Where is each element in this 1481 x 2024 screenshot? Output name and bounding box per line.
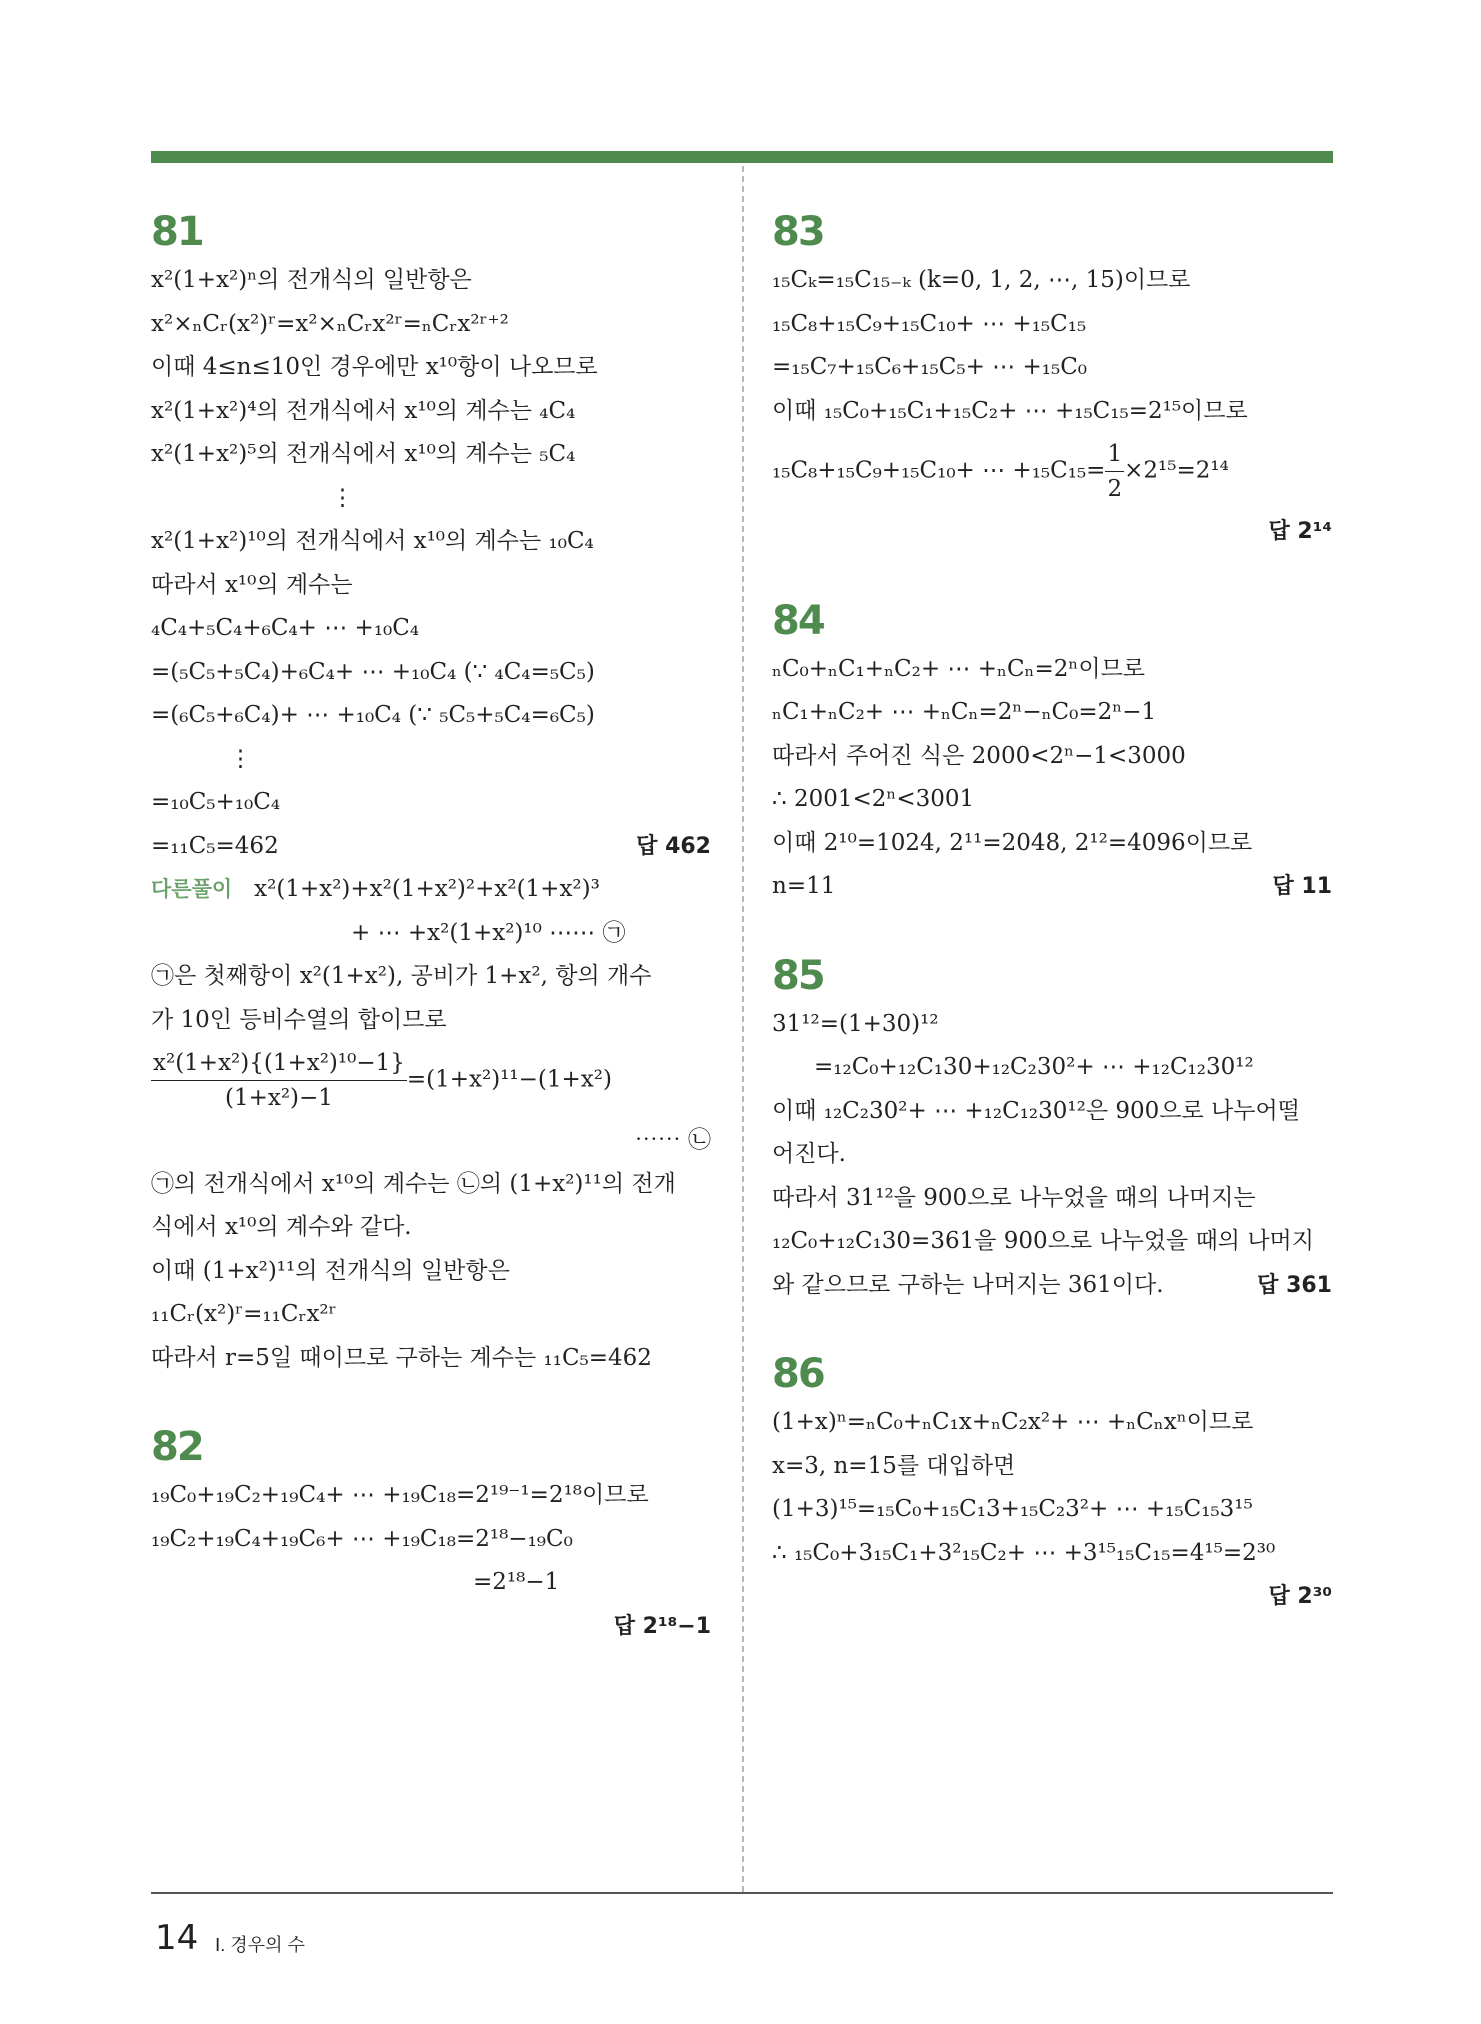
vertical-ellipsis: ⋮ bbox=[331, 484, 354, 511]
solution-line: ₁₅Cₖ=₁₅C₁₅₋ₖ (k=0, 1, 2, ⋯, 15)이므로 bbox=[772, 267, 1191, 293]
answer-label: 답 361 bbox=[1257, 1272, 1332, 1298]
solution-line: ₁₅C₈+₁₅C₉+₁₅C₁₀+ ⋯ +₁₅C₁₅ bbox=[772, 310, 1087, 337]
alt-solution-label: 다른풀이 bbox=[151, 877, 233, 901]
solution-line: x²(1+x²)ⁿ의 전개식의 일반항은 bbox=[151, 267, 472, 293]
problem-number: 83 bbox=[772, 209, 824, 255]
problem-81 bbox=[151, 205, 711, 1380]
header-bar bbox=[151, 151, 1333, 163]
solution-line: x=3, n=15를 대입하면 bbox=[772, 1452, 1016, 1479]
alt-solution-line: 가 10인 등비수열의 합이므로 bbox=[151, 1006, 447, 1033]
solution-line: x²×ₙCᵣ(x²)ʳ=x²×ₙCᵣx²ʳ=ₙCᵣx²ʳ⁺² bbox=[151, 310, 509, 337]
solution-line: x²(1+x²)¹⁰의 전개식에서 x¹⁰의 계수는 ₁₀C₄ bbox=[151, 528, 594, 554]
solution-line: (1+3)¹⁵=₁₅C₀+₁₅C₁3+₁₅C₂3²+ ⋯ +₁₅C₁₅3¹⁵ bbox=[772, 1496, 1253, 1522]
fraction-numerator: 1 bbox=[1105, 437, 1124, 472]
solution-line: ₙC₁+ₙC₂+ ⋯ +ₙCₙ=2ⁿ−ₙC₀=2ⁿ−1 bbox=[772, 699, 1157, 725]
fraction-denominator: (1+x²)−1 bbox=[224, 1085, 333, 1111]
solution-line: (1+x)ⁿ=ₙC₀+ₙC₁x+ₙC₂x²+ ⋯ +ₙCₙxⁿ이므로 bbox=[772, 1409, 1254, 1435]
solution-line: 이때 ₁₂C₂30²+ ⋯ +₁₂C₁₂30¹²은 900으로 나누어떨 bbox=[772, 1097, 1300, 1124]
fraction bbox=[151, 1046, 407, 1115]
column-divider bbox=[742, 166, 744, 1892]
solution-line: 이때 2¹⁰=1024, 2¹¹=2048, 2¹²=4096이므로 bbox=[772, 829, 1253, 856]
solution-line: ₁₂C₀+₁₂C₁30=361을 900으로 나누었을 때의 나머지 bbox=[772, 1228, 1314, 1254]
alt-solution-line: 따라서 r=5일 때이므로 구하는 계수는 ₁₁C₅=462 bbox=[151, 1344, 652, 1371]
solution-line: =₁₁C₅=462 bbox=[151, 832, 279, 859]
solution-line: ₁₉C₂+₁₉C₄+₁₉C₆+ ⋯ +₁₉C₁₈=2¹⁸−₁₉C₀ bbox=[151, 1525, 573, 1552]
answer-label: 답 11 bbox=[1272, 874, 1332, 899]
solution-line: 와 같으므로 구하는 나머지는 361이다. bbox=[772, 1271, 1164, 1298]
alt-expression: x²(1+x²)+x²(1+x²)²+x²(1+x²)³ bbox=[254, 876, 600, 902]
answer-label: 답 2¹⁸−1 bbox=[613, 1613, 711, 1639]
problem-82 bbox=[151, 1420, 711, 1648]
solution-line: ₄C₄+₅C₄+₆C₄+ ⋯ +₁₀C₄ bbox=[151, 615, 420, 641]
alt-solution-line: ㉠은 첫째항이 x²(1+x²), 공비가 1+x², 항의 개수 bbox=[151, 963, 652, 989]
solution-line: ∴ 2001<2ⁿ<3001 bbox=[772, 786, 975, 812]
solution-line: x²(1+x²)⁵의 전개식에서 x¹⁰의 계수는 ₅C₄ bbox=[151, 441, 576, 467]
answer-row bbox=[772, 865, 1332, 909]
problem-number: 84 bbox=[772, 597, 824, 644]
fraction bbox=[1105, 437, 1124, 506]
equation-tag: ⋯⋯ ㉡ bbox=[634, 1127, 711, 1153]
alt-solution-line: ₁₁Cᵣ(x²)ʳ=₁₁Cᵣx²ʳ bbox=[151, 1301, 337, 1327]
solution-line: ₙC₀+ₙC₁+ₙC₂+ ⋯ +ₙCₙ=2ⁿ이므로 bbox=[772, 655, 1146, 682]
alt-solution-line: 식에서 x¹⁰의 계수와 같다. bbox=[151, 1214, 412, 1240]
solution-line: =₁₅C₇+₁₅C₆+₁₅C₅+ ⋯ +₁₅C₀ bbox=[772, 354, 1088, 380]
solution-line: x²(1+x²)⁴의 전개식에서 x¹⁰의 계수는 ₄C₄ bbox=[151, 397, 576, 424]
problem-number: 86 bbox=[772, 1351, 824, 1397]
solution-line: ∴ ₁₅C₀+3₁₅C₁+3²₁₅C₂+ ⋯ +3¹⁵₁₅C₁₅=4¹⁵=2³⁰ bbox=[772, 1539, 1276, 1566]
answer-label: 답 2¹⁴ bbox=[1268, 519, 1332, 544]
problem-number: 85 bbox=[772, 952, 824, 999]
solution-line: n=11 bbox=[772, 873, 836, 899]
problem-83 bbox=[772, 205, 1332, 554]
fraction-denominator: 2 bbox=[1107, 476, 1123, 502]
solution-expression: ₁₅C₈+₁₅C₉+₁₅C₁₀+ ⋯ +₁₅C₁₅= bbox=[772, 457, 1106, 484]
vertical-ellipsis: ⋮ bbox=[229, 745, 252, 772]
fraction-rhs: =(1+x²)¹¹−(1+x²) bbox=[406, 1066, 612, 1093]
problem-85 bbox=[772, 949, 1332, 1308]
solution-line: =₁₂C₀+₁₂C₁30+₁₂C₂30²+ ⋯ +₁₂C₁₂30¹² bbox=[814, 1054, 1254, 1080]
alt-solution-line: ㉠의 전개식에서 x¹⁰의 계수는 ㉡의 (1+x²)¹¹의 전개 bbox=[151, 1170, 676, 1197]
solution-line: =₁₀C₅+₁₀C₄ bbox=[151, 789, 281, 815]
chapter-title: Ⅰ. 경우의 수 bbox=[215, 1935, 305, 1955]
solution-line: =(₅C₅+₅C₄)+₆C₄+ ⋯ +₁₀C₄ (∵ ₄C₄=₅C₅) bbox=[151, 658, 595, 685]
answer-row bbox=[772, 1264, 1332, 1308]
solution-line: 31¹²=(1+30)¹² bbox=[772, 1010, 939, 1037]
problem-number: 82 bbox=[151, 1424, 203, 1470]
solution-line: 이때 4≤n≤10인 경우에만 x¹⁰항이 나오므로 bbox=[151, 354, 598, 380]
solution-line: 이때 ₁₅C₀+₁₅C₁+₁₅C₂+ ⋯ +₁₅C₁₅=2¹⁵이므로 bbox=[772, 397, 1248, 424]
solution-line: ₁₉C₀+₁₉C₂+₁₉C₄+ ⋯ +₁₉C₁₈=2¹⁹⁻¹=2¹⁸이므로 bbox=[151, 1482, 649, 1508]
solution-line: =(₆C₅+₆C₄)+ ⋯ +₁₀C₄ (∵ ₅C₅+₅C₄=₆C₅) bbox=[151, 702, 595, 728]
solution-line: 어진다. bbox=[772, 1141, 846, 1167]
fraction-equation bbox=[772, 437, 1332, 506]
problem-86 bbox=[772, 1347, 1332, 1619]
left-column bbox=[151, 205, 711, 1688]
solution-line: =2¹⁸−1 bbox=[473, 1569, 560, 1595]
alt-solution-line: + ⋯ +x²(1+x²)¹⁰ ⋯⋯ ㉠ bbox=[351, 919, 626, 946]
answer-label: 답 462 bbox=[636, 833, 711, 859]
problem-84 bbox=[772, 594, 1332, 909]
answer-label: 답 2³⁰ bbox=[1268, 1584, 1332, 1609]
alt-solution-line bbox=[151, 868, 711, 912]
problem-number: 81 bbox=[151, 209, 203, 255]
fraction-numerator: x²(1+x²){(1+x²)¹⁰−1} bbox=[151, 1046, 407, 1081]
solution-expression: ×2¹⁵=2¹⁴ bbox=[1124, 457, 1229, 484]
solution-line: 따라서 x¹⁰의 계수는 bbox=[151, 571, 353, 598]
footer-rule bbox=[151, 1892, 1333, 1894]
page-number: 14 bbox=[155, 1918, 199, 1958]
solution-line: 따라서 주어진 식은 2000<2ⁿ−1<3000 bbox=[772, 742, 1186, 769]
right-column bbox=[772, 205, 1332, 1659]
alt-solution-line: 이때 (1+x²)¹¹의 전개식의 일반항은 bbox=[151, 1257, 510, 1284]
answer-row bbox=[151, 825, 711, 869]
solution-line: 따라서 31¹²을 900으로 나누었을 때의 나머지는 bbox=[772, 1184, 1256, 1211]
fraction-equation bbox=[151, 1046, 711, 1115]
